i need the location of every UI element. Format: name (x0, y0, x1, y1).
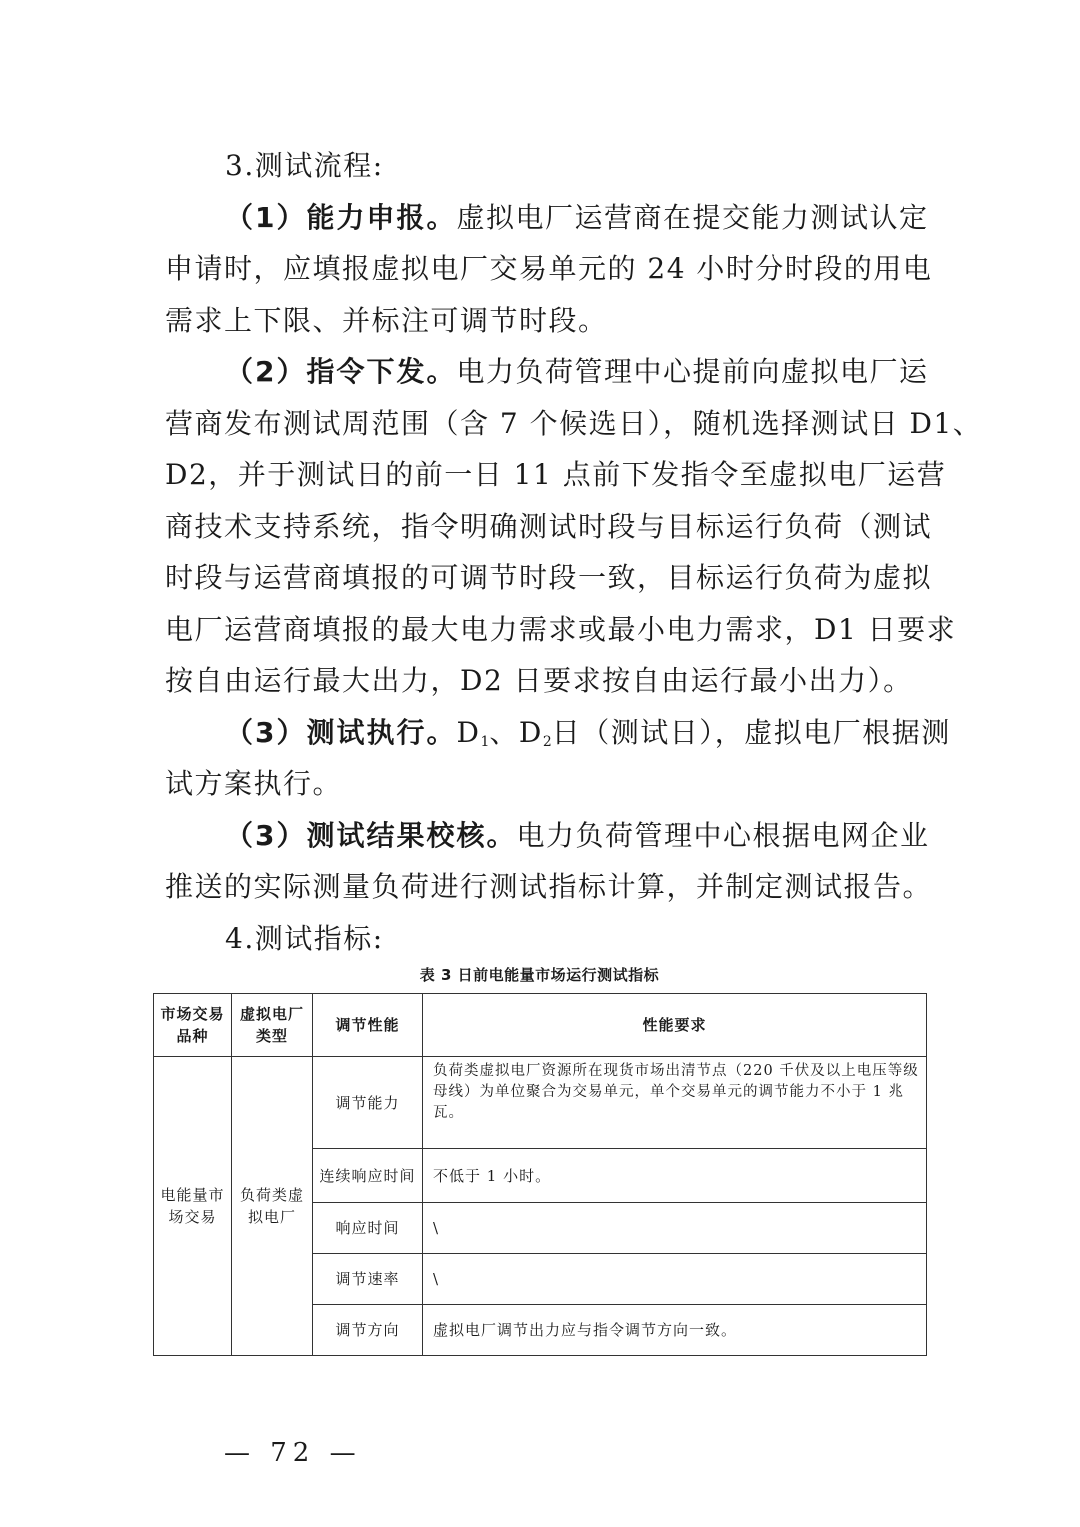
requirement-cell: 不低于 1 小时。 (423, 1149, 927, 1203)
item-2-line-1: （2）指令下发。电力负荷管理中心提前向虚拟电厂运 (225, 355, 929, 388)
item-2-line-7: 按自由运行最大出力，D2 日要求按自由运行最小出力）。 (165, 664, 913, 697)
item-2-line-6: 电厂运营商填报的最大电力需求或最小电力需求，D1 日要求 (165, 612, 957, 646)
item-1-line-1: （1）能力申报。虚拟电厂运营商在提交能力测试认定 (225, 200, 929, 234)
item-3-line-1: （3）测试执行。$D_1$、$D_2$日（测试日），虚拟电厂根据测 (225, 715, 951, 750)
table-caption: 表 3 日前电能量市场运行测试指标 (419, 966, 660, 984)
market-type-cell: 电能量市场交易 (154, 1057, 232, 1356)
requirement-cell: \ (423, 1203, 927, 1254)
item-4-line-1: （3）测试结果校核。电力负荷管理中心根据电网企业 (225, 818, 930, 852)
metric-cell: 响应时间 (313, 1203, 423, 1254)
metric-cell: 连续响应时间 (313, 1149, 423, 1203)
item-4-label: （3）测试结果校核。 (225, 818, 517, 852)
header-market-type: 市场交易品种 (154, 994, 232, 1057)
section-3-title: 3.测试流程: (225, 149, 384, 182)
item-2-line-4: 商技术支持系统，指令明确测试时段与目标运行负荷（测试 (165, 509, 933, 543)
item-1-label: （1）能力申报。 (225, 200, 457, 234)
item-2-line-3: D2，并于测试日的前一日 11 点前下发指令至虚拟电厂运营 (165, 458, 947, 491)
requirement-cell: \ (423, 1254, 927, 1305)
header-metric: 调节性能 (313, 994, 423, 1057)
item-1-line-2: 申请时，应填报虚拟电厂交易单元的 24 小时分时段的用电 (165, 252, 933, 285)
item-2-line-2: 营商发布测试周范围（含 7 个候选日），随机选择测试日 D1、 (165, 406, 983, 440)
vpp-type-cell: 负荷类虚拟电厂 (232, 1057, 313, 1356)
item-3-line-2: 试方案执行。 (165, 767, 343, 800)
item-4-line-2: 推送的实际测量负荷进行测试指标计算，并制定测试报告。 (165, 870, 933, 903)
header-requirement: 性能要求 (423, 994, 927, 1057)
header-vpp-type: 虚拟电厂类型 (232, 994, 313, 1057)
metric-cell: 调节方向 (313, 1305, 423, 1356)
item-2-label: （2）指令下发。 (225, 355, 457, 388)
document-body (165, 140, 983, 964)
requirement-cell: 负荷类虚拟电厂资源所在现货市场出清节点（220 千伏及以上电压等级母线）为单位聚合为交易单元，单个交易单元的调节能力不小于 1 兆瓦。 (423, 1057, 927, 1149)
section-4-title: 4.测试指标: (225, 921, 384, 955)
item-3-label: （3）测试执行。 (225, 715, 457, 749)
requirement-cell: 虚拟电厂调节出力应与指令调节方向一致。 (423, 1305, 927, 1356)
table-header-row (154, 994, 927, 1057)
metric-cell: 调节速率 (313, 1254, 423, 1305)
item-1-line-3: 需求上下限、并标注可调节时段。 (165, 303, 608, 337)
test-metrics-table (153, 993, 927, 1356)
item-2-line-5: 时段与运营商填报的可调节时段一致，目标运行负荷为虚拟 (165, 561, 933, 594)
table-row (154, 1057, 927, 1149)
page-number: — 72 — (224, 1438, 362, 1468)
metric-cell: 调节能力 (313, 1057, 423, 1149)
